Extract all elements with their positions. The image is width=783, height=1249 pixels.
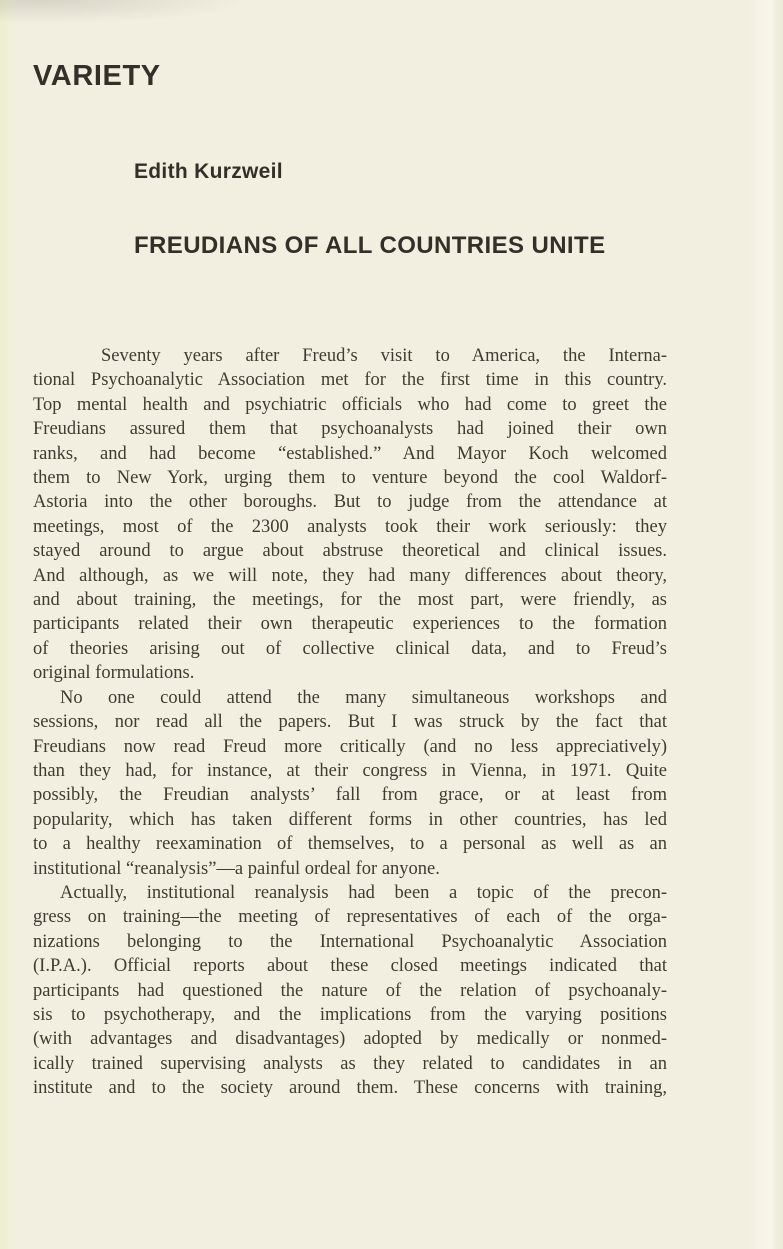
body-line: Top mental health and psychiatric officials who had come to greet the	[33, 394, 667, 415]
body-line: tional Psychoanalytic Association met for the first time in this country.	[33, 370, 667, 391]
body-line: Actually, institutional reanalysis had been a topic of the precon-	[60, 882, 667, 903]
body-line: institute and to the society around them. These concerns with training,	[33, 1078, 667, 1099]
body-line: (I.P.A.). Official reports about these closed meetings indicated that	[33, 956, 667, 977]
body-line: No one could attend the many simultaneous workshops and	[60, 687, 667, 708]
body-line: Freudians assured them that psychoanalysts had joined their own	[33, 419, 667, 440]
body-line: stayed around to argue about abstruse theoretical and clinical issues.	[33, 541, 667, 562]
body-line: sis to psychotherapy, and the implications from the varying positions	[33, 1004, 667, 1025]
body-line: of theories arising out of collective clinical data, and to Freud’s	[33, 638, 667, 659]
body-line: And although, as we will note, they had many differences about theory,	[33, 565, 667, 586]
body-line: ically trained supervising analysts as they related to candidates in an	[33, 1053, 667, 1074]
body-line: (with advantages and disadvantages) adopted by medically or nonmed-	[33, 1029, 667, 1050]
body-line: institutional “reanalysis”—a painful ordeal for anyone.	[33, 858, 440, 879]
body-line: Astoria into the other boroughs. But to judge from the attendance at	[33, 492, 667, 513]
body-line: Seventy years after Freud’s visit to America, the Interna-	[101, 346, 667, 366]
article-title: FREUDIANS OF ALL COUNTRIES UNITE	[134, 232, 606, 259]
article-body	[33, 344, 667, 1101]
body-line: possibly, the Freudian analysts’ fall from grace, or at least from	[33, 785, 667, 806]
body-line: them to New York, urging them to venture beyond the cool Waldorf-	[33, 468, 667, 489]
section-label: VARIETY	[33, 60, 161, 92]
body-line: gress on training—the meeting of representatives of each of the orga-	[33, 907, 667, 928]
paragraph	[33, 686, 667, 881]
body-line: original formulations.	[33, 663, 195, 684]
body-line: participants related their own therapeutic experiences to the formation	[33, 614, 667, 635]
paragraph	[33, 344, 667, 686]
body-line: meetings, most of the 2300 analysts took their work seriously: they	[33, 516, 667, 537]
body-line: popularity, which has taken different forms in other countries, has led	[33, 809, 667, 830]
body-line: sessions, nor read all the papers. But I was struck by the fact that	[33, 712, 667, 733]
body-line: ranks, and had become “established.” And Mayor Koch welcomed	[33, 443, 667, 464]
body-line: and about training, the meetings, for the most part, were friendly, as	[33, 590, 667, 611]
author-name: Edith Kurzweil	[134, 160, 283, 183]
body-line: participants had questioned the nature of the relation of psychoanaly-	[33, 980, 667, 1001]
body-line: to a healthy reexamination of themselves, to a personal as well as an	[33, 834, 667, 855]
body-line: Freudians now read Freud more critically (and no less appreciatively)	[33, 736, 667, 757]
body-line: nizations belonging to the International Psychoanalytic Association	[33, 931, 667, 952]
paragraph	[33, 881, 667, 1101]
body-line: than they had, for instance, at their congress in Vienna, in 1971. Quite	[33, 760, 667, 781]
